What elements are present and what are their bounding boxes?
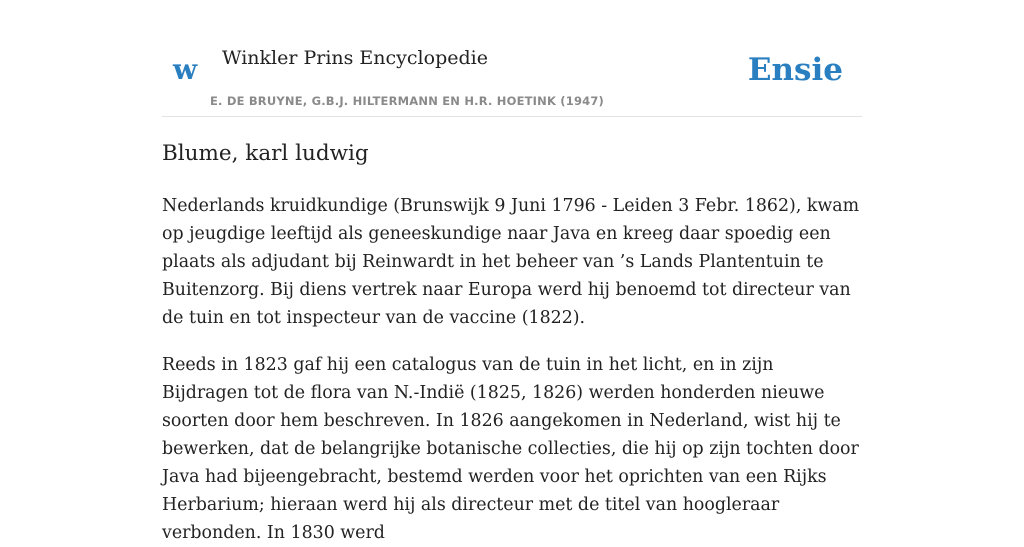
article-paragraph: Nederlands kruidkundige (Brunswijk 9 Juni 1796 - Leiden 3 Febr. 1862), kwam op jeugdige leeftijd als geneeskundige naar Java en kreeg daar spoedig een plaats als adjudant bij Reinwardt in het beheer van ’s Lands Plantentuin te Buitenzorg. Bij diens vertrek naar Europa werd hij benoemd tot directeur van de tuin en tot inspecteur van de vaccine (1822). bbox=[162, 196, 860, 328]
article bbox=[162, 136, 862, 547]
article-title: Blume, karl ludwig bbox=[162, 141, 369, 166]
article-paragraph: Reeds in 1823 gaf hij een catalogus van de tuin in het licht, en in zijn Bijdragen tot de flora van N.-Indië (1825, 1826) werden honderden nieuwe soorten door hem beschreven. In 1826 aangekomen in Nederland, wist hij te bewerken, dat de belangrijke botanische collecties, die hij op zijn tochten door Java had bijeengebracht, bestemd werden voor het oprichten van een Rijks Herbarium; hieraan werd hij als directeur met de titel van hoogleraar verbonden. In 1830 werd bbox=[162, 355, 859, 543]
publication-logo[interactable]: w bbox=[173, 53, 198, 86]
site-header bbox=[162, 0, 862, 117]
publication-authors: E. DE BRUYNE, G.B.J. HILTERMANN EN H.R. HOETINK (1947) bbox=[210, 94, 605, 108]
publication-title[interactable]: Winkler Prins Encyclopedie bbox=[222, 47, 488, 69]
brand-logo[interactable]: Ensie bbox=[747, 52, 843, 88]
